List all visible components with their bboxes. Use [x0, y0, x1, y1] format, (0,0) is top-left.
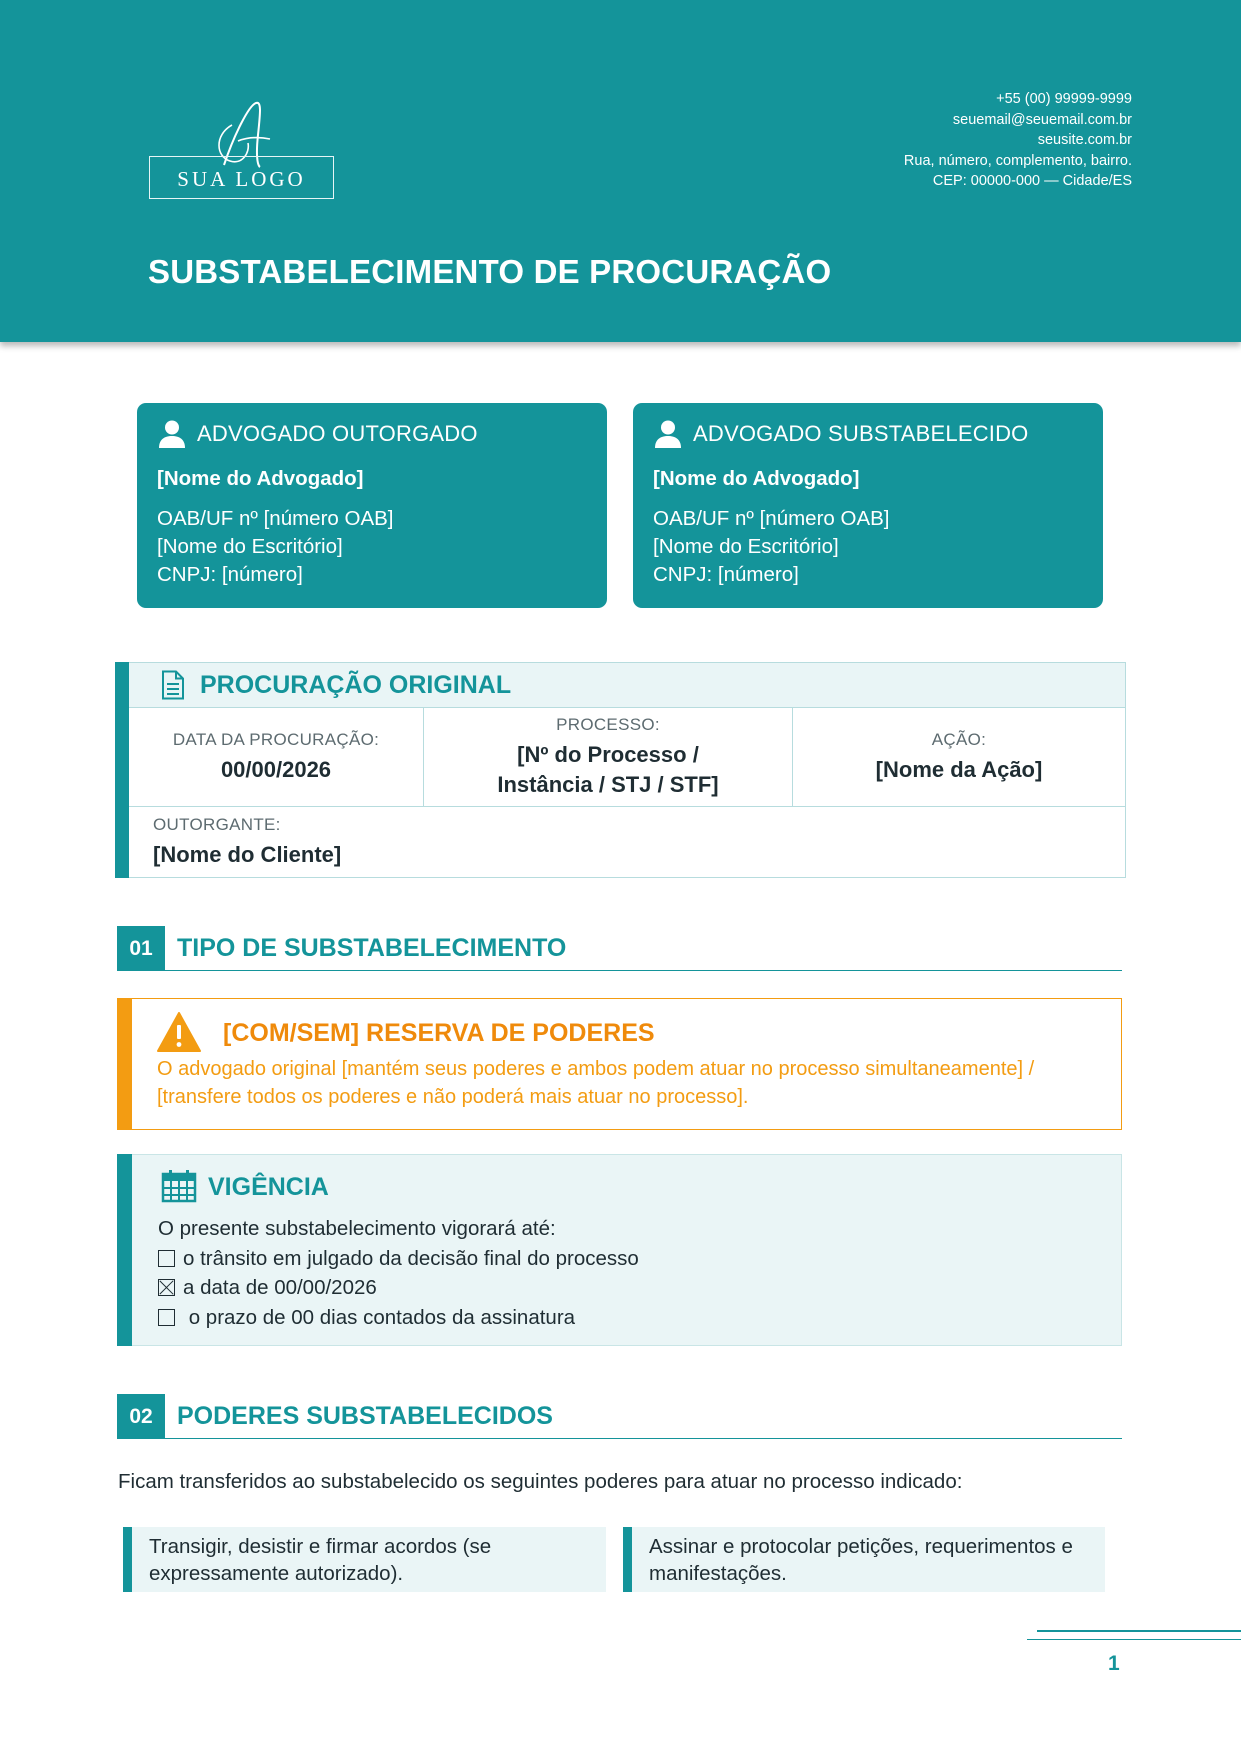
contact-email[interactable]: seuemail@seuemail.com.br: [952, 111, 1132, 128]
page-header: [0, 0, 1241, 342]
card-lawyer-name: [Nome do Advogado]: [157, 467, 364, 490]
footer-divider: [1027, 1639, 1241, 1640]
panel-accent-bar: [117, 1154, 132, 1346]
checkbox-unchecked[interactable]: [158, 1250, 175, 1267]
warning-text-line2: [transfere todos os poderes e não poderá mais atuar no processo].: [157, 1086, 749, 1108]
warning-accent-bar: [117, 998, 132, 1130]
section-header-02: [117, 1394, 1122, 1439]
contact-cep: CEP: 00000-000 — Cidade/ES: [932, 173, 1132, 189]
contact-site[interactable]: seusite.com.br: [1037, 132, 1132, 148]
poder-text-line1: Transigir, desistir e firmar acordos (se: [149, 1535, 492, 1558]
checkbox-unchecked[interactable]: [158, 1309, 175, 1326]
vigencia-option-prazo[interactable]: [158, 1303, 639, 1333]
poder-item: [623, 1527, 1105, 1592]
poderes-intro: Ficam transferidos ao substabelecido os seguintes poderes para atuar no processo indicado:: [118, 1470, 963, 1493]
panel-title: PROCURAÇÃO ORIGINAL: [200, 670, 512, 699]
processo-cell: [424, 708, 793, 806]
vigencia-body: [158, 1214, 639, 1332]
person-icon: [157, 419, 187, 449]
processo-value-line1: [Nº do Processo /: [517, 741, 699, 767]
vigencia-option-transito[interactable]: [158, 1244, 639, 1274]
poder-item: [123, 1527, 606, 1592]
card-oab: OAB/UF nº [número OAB]: [157, 507, 394, 530]
processo-label: PROCESSO:: [556, 714, 660, 734]
outorgante-cell: [153, 815, 341, 870]
outorgante-value: [Nome do Cliente]: [153, 842, 342, 867]
card-office: [Nome do Escritório]: [157, 535, 343, 558]
section-header-01: [117, 926, 1122, 971]
procuracao-original-panel: [115, 662, 1126, 878]
card-office: [Nome do Escritório]: [653, 535, 839, 558]
page-number: 1: [1108, 1652, 1120, 1675]
data-procuracao-cell: [129, 708, 424, 806]
processo-value: [424, 739, 792, 800]
logo-text: SUA LOGO: [177, 167, 306, 191]
section-number: 01: [117, 926, 165, 971]
document-title: SUBSTABELECIMENTO DE PROCURAÇÃO: [148, 253, 832, 290]
document-icon: [160, 670, 186, 700]
section-number: 02: [117, 1394, 165, 1439]
vigencia-option-data[interactable]: [158, 1273, 639, 1303]
outorgante-label: OUTORGANTE:: [153, 815, 281, 834]
vigencia-intro: O presente substabelecimento vigorará até:: [158, 1217, 556, 1240]
acao-cell: [793, 708, 1125, 806]
card-advogado-outorgado: [137, 403, 607, 608]
section-title: PODERES SUBSTABELECIDOS: [177, 1402, 553, 1430]
acao-label: AÇÃO:: [931, 729, 987, 749]
card-lawyer-name: [Nome do Advogado]: [653, 467, 860, 490]
card-oab: OAB/UF nº [número OAB]: [653, 507, 890, 530]
person-icon: [653, 419, 683, 449]
poder-text-line2: manifestações.: [649, 1562, 787, 1585]
option-label: o trânsito em julgado da decisão final do processo: [183, 1246, 639, 1270]
card-cnpj: CNPJ: [número]: [157, 563, 303, 586]
warning-triangle-icon: [156, 1011, 202, 1053]
warning-title: [COM/SEM] RESERVA DE PODERES: [223, 1019, 655, 1047]
contact-phone: +55 (00) 99999-9999: [996, 91, 1132, 107]
vigencia-panel: [117, 1154, 1122, 1346]
company-logo: [149, 95, 334, 203]
poder-text-line2: expressamente autorizado).: [149, 1562, 404, 1585]
data-procuracao-value: 00/00/2026: [220, 756, 332, 782]
card-title: ADVOGADO SUBSTABELECIDO: [693, 421, 1029, 446]
checkbox-checked[interactable]: [158, 1279, 175, 1296]
option-label: o prazo de 00 dias contados da assinatura: [183, 1305, 576, 1329]
panel-header: [129, 663, 1125, 708]
card-advogado-substabelecido: [633, 403, 1103, 608]
acao-value: [Nome da Ação]: [875, 756, 1043, 782]
warning-text-line1: O advogado original [mantém seus poderes e ambos podem atuar no processo simultaneamente] /: [157, 1058, 1035, 1080]
data-procuracao-label: DATA DA PROCURAÇÃO:: [172, 729, 380, 749]
item-accent-bar: [123, 1527, 132, 1592]
panel-accent-bar: [115, 662, 129, 878]
contact-address: Rua, número, complemento, bairro.: [903, 152, 1132, 169]
poder-text: [149, 1533, 592, 1587]
footer-divider: [1037, 1630, 1241, 1632]
card-cnpj: CNPJ: [número]: [653, 563, 799, 586]
vigencia-title: VIGÊNCIA: [208, 1173, 329, 1201]
section-title: TIPO DE SUBSTABELECIMENTO: [177, 934, 567, 962]
reserva-poderes-warning: [117, 998, 1122, 1130]
item-accent-bar: [623, 1527, 632, 1592]
processo-value-line2: Instância / STJ / STF]: [497, 771, 719, 797]
calendar-icon: [161, 1169, 197, 1203]
procuracao-details-row: [129, 708, 1125, 807]
poder-text: [649, 1533, 1091, 1587]
warning-text: [157, 1055, 1091, 1111]
card-title: ADVOGADO OUTORGADO: [197, 421, 478, 446]
option-label: a data de 00/00/2026: [183, 1276, 377, 1299]
contact-block: [904, 89, 1132, 192]
poder-text-line1: Assinar e protocolar petições, requerimentos e: [649, 1535, 1073, 1558]
